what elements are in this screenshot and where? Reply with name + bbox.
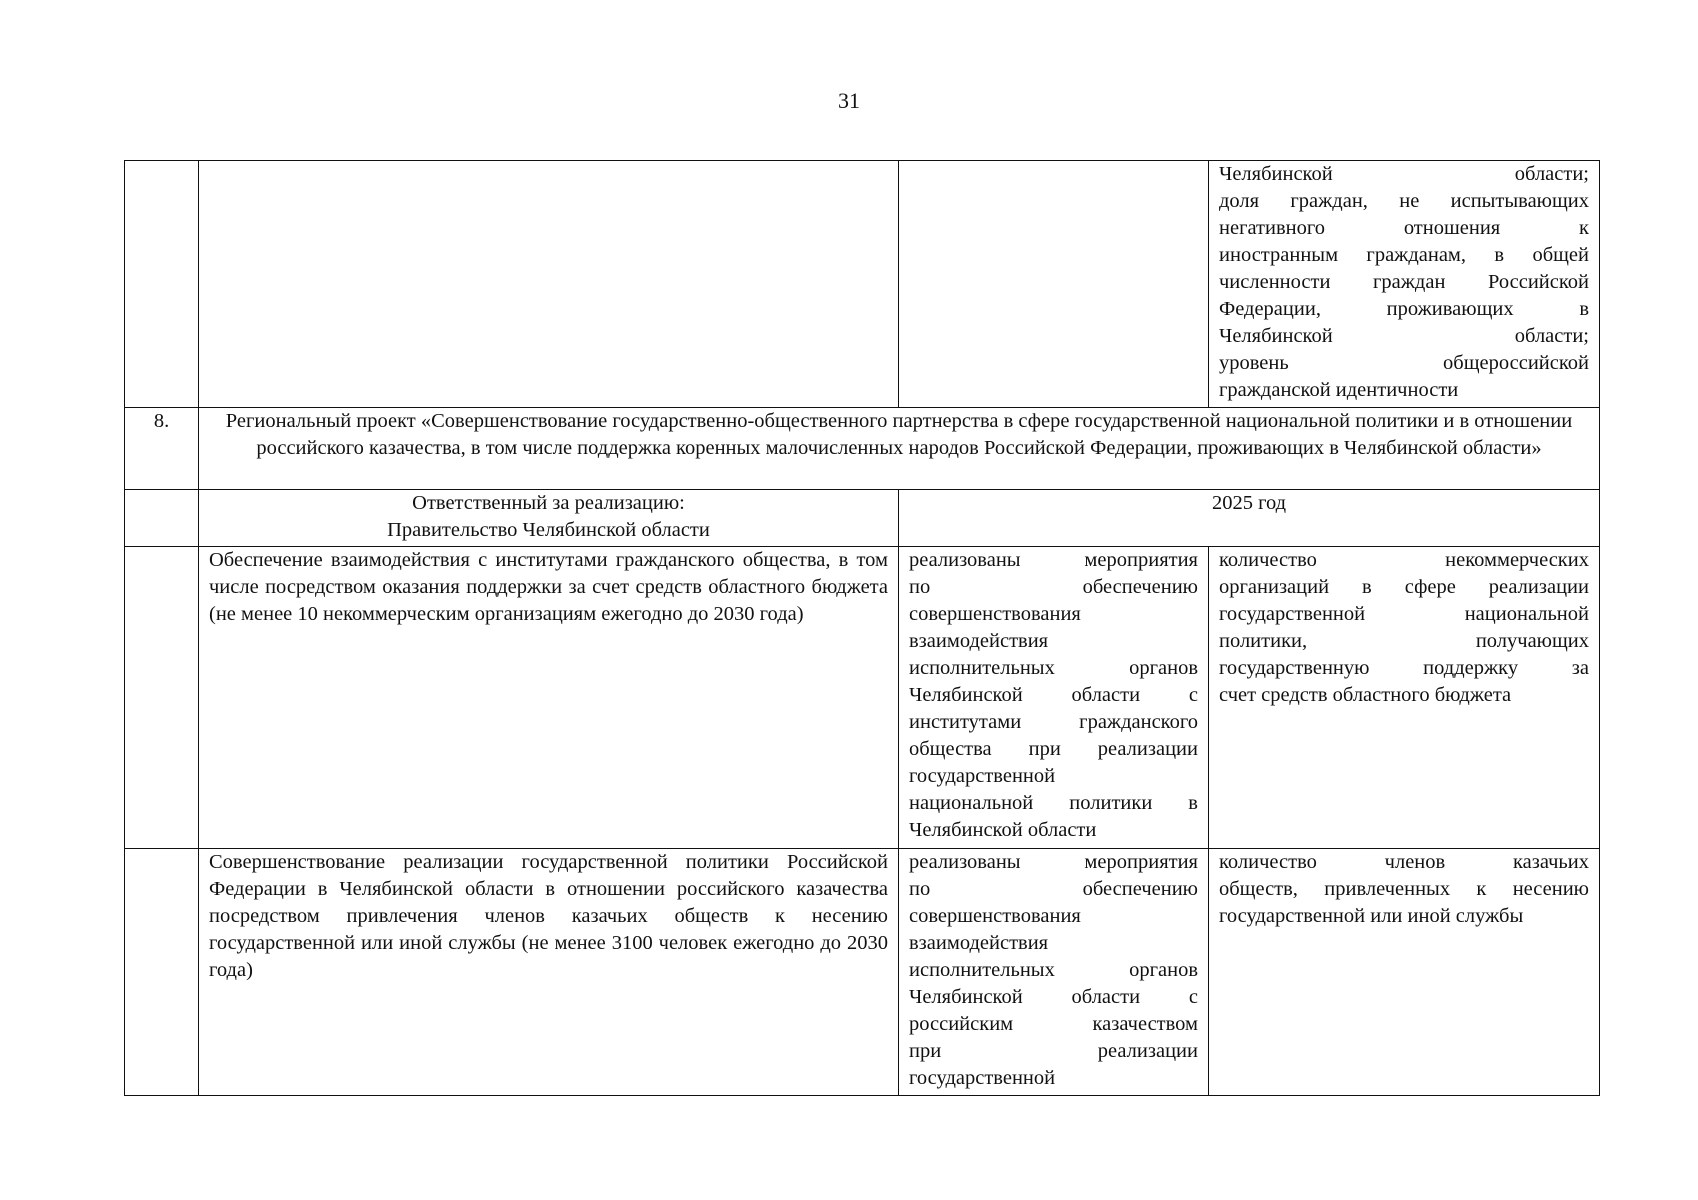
text-line: при реализации	[909, 1040, 1198, 1062]
text-line: уровень общероссийской	[1219, 352, 1589, 374]
cell-task: Обеспечение взаимодействия с институтами гражданского общества, в том числе посредством оказания поддержки за счет средств областного бюджета (не менее 10 некоммерческим организациям ежегодно до 2030 года)	[199, 547, 899, 849]
cell-result	[899, 161, 1209, 408]
responsible-label: Ответственный за реализацию:	[412, 492, 685, 514]
text-line: совершенствования	[909, 603, 1081, 625]
text-line: исполнительных органов	[909, 959, 1198, 981]
text-line: национальной политики в	[909, 792, 1198, 814]
cell-number	[125, 547, 199, 849]
text-line: счет средств областного бюджета	[1219, 684, 1512, 706]
text-line: обществ, привлеченных к несению	[1219, 878, 1589, 900]
text-line: Федерации, проживающих в	[1219, 298, 1589, 320]
text-line: доля граждан, не испытывающих	[1219, 190, 1589, 212]
cell-number	[125, 849, 199, 1096]
text-line: реализованы мероприятия	[909, 851, 1198, 873]
text-line: совершенствования	[909, 905, 1081, 927]
text-line: общества при реализации	[909, 738, 1198, 760]
text-line: иностранным гражданам, в общей	[1219, 244, 1589, 266]
section-number: 8.	[125, 408, 199, 490]
text-line: российским казачеством	[909, 1013, 1198, 1035]
text-line: Челябинской области;	[1219, 325, 1589, 347]
text-line: по обеспечению	[909, 576, 1198, 598]
cell-indicator	[1209, 849, 1600, 1096]
cell-empty	[125, 490, 199, 547]
text-line: Челябинской области	[909, 819, 1097, 841]
text-line: количество некоммерческих	[1219, 549, 1589, 571]
cell-indicator	[1209, 161, 1600, 408]
text-line: негативного отношения к	[1219, 217, 1589, 239]
table-row-continuation	[125, 161, 1600, 408]
text-line: Челябинской области с	[909, 684, 1198, 706]
text-line: по обеспечению	[909, 878, 1198, 900]
text-line: Челябинской области с	[909, 986, 1198, 1008]
cell-task	[199, 161, 899, 408]
section-row	[125, 408, 1600, 490]
text-line: государственной	[909, 765, 1056, 787]
text-line: исполнительных органов	[909, 657, 1198, 679]
text-line: государственной национальной	[1219, 603, 1589, 625]
cell-number	[125, 161, 199, 408]
responsible-value: Правительство Челябинской области	[387, 519, 710, 541]
table-row	[125, 547, 1600, 849]
section-title: Региональный проект «Совершенствование государственно-общественного партнерства в сфере государственной национальной политики и в отношении российского казачества, в том числе поддержка коренных малочисленных народов Российской Федерации, проживающих в Челябинской области»	[199, 408, 1600, 490]
text-line: Челябинской области;	[1219, 163, 1589, 185]
text-line: государственной или иной службы	[1219, 905, 1524, 927]
responsible-row	[125, 490, 1600, 547]
text-line: политики, получающих	[1219, 630, 1589, 652]
cell-task: Совершенствование реализации государственной политики Российской Федерации в Челябинской области в отношении российского казачества посредством привлечения членов казачьих обществ к несению государственной или иной службы (не менее 3100 человек ежегодно до 2030 года)	[199, 849, 899, 1096]
cell-result	[899, 849, 1209, 1096]
text-line: численности граждан Российской	[1219, 271, 1589, 293]
cell-indicator	[1209, 547, 1600, 849]
period-cell: 2025 год	[899, 490, 1600, 547]
text-line: реализованы мероприятия	[909, 549, 1198, 571]
responsible-cell	[199, 490, 899, 547]
text-line: взаимодействия	[909, 932, 1049, 954]
text-line: количество членов казачьих	[1219, 851, 1589, 873]
text-line: организаций в сфере реализации	[1219, 576, 1589, 598]
page-number: 31	[838, 88, 860, 113]
text-line: институтами гражданского	[909, 711, 1198, 733]
text-line: гражданской идентичности	[1219, 379, 1459, 401]
cell-result	[899, 547, 1209, 849]
document-table	[124, 160, 1600, 1096]
text-line: взаимодействия	[909, 630, 1049, 652]
text-line: государственную поддержку за	[1219, 657, 1589, 679]
text-line: государственной	[909, 1067, 1056, 1089]
table-row	[125, 849, 1600, 1096]
